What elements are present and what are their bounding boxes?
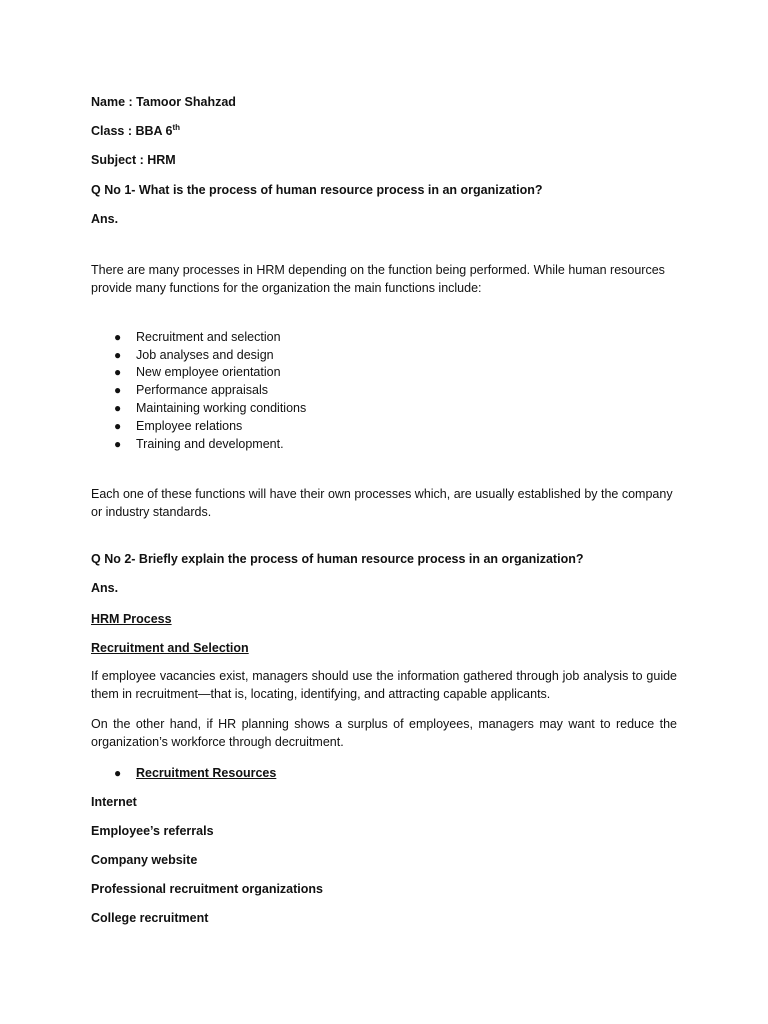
bullet-icon: ● [114, 401, 122, 415]
answer-1-closing: Each one of these functions will have their own processes which, are usually established by the company or industry standards. [91, 487, 673, 519]
paragraph-vacancies: If employee vacancies exist, managers should use the information gathered through job analysis to guide them in recruitment—that is, locating, identifying, and attracting capable applicants. [91, 669, 677, 701]
list-item-text: Recruitment and selection [136, 330, 281, 344]
bullet-icon: ● [114, 330, 122, 344]
answer-1-label: Ans. [91, 212, 119, 226]
resource-item: Internet [91, 795, 137, 809]
answer-2-label: Ans. [91, 581, 119, 595]
subject-line: Subject : HRM [91, 153, 176, 167]
student-class [91, 123, 180, 139]
heading-recruitment-selection: Recruitment and Selection [91, 641, 249, 655]
question-2: Q No 2- Briefly explain the process of human resource process in an organization? [91, 552, 584, 566]
resources-heading: Recruitment Resources [136, 766, 277, 780]
bullet-icon: ● [114, 437, 122, 451]
resource-item: Employee’s referrals [91, 824, 214, 838]
bullet-icon: ● [114, 365, 122, 379]
bullet-icon: ● [114, 766, 122, 780]
class-superscript: th [172, 123, 181, 132]
bullet-icon: ● [114, 383, 122, 397]
list-item-text: Training and development. [136, 437, 284, 451]
paragraph-surplus: On the other hand, if HR planning shows a surplus of employees, managers may want to reduce the organization’s workforce through decruitment. [91, 717, 677, 749]
heading-hrm-process: HRM Process [91, 612, 172, 626]
resource-item: Professional recruitment organizations [91, 882, 323, 896]
bullet-icon: ● [114, 419, 122, 433]
question-1: Q No 1- What is the process of human resource process in an organization? [91, 183, 543, 197]
resource-item: Company website [91, 853, 198, 867]
list-item-text: Performance appraisals [136, 383, 269, 397]
class-text: Class : BBA 6 [91, 124, 173, 138]
list-item-text: Job analyses and design [136, 348, 274, 362]
bullet-icon: ● [114, 348, 122, 362]
list-item-text: New employee orientation [136, 365, 281, 379]
list-item-text: Employee relations [136, 419, 243, 433]
answer-1-intro: There are many processes in HRM depending on the function being performed. While human resources provide many functions for the organization the main functions include: [91, 263, 665, 295]
student-name: Name : Tamoor Shahzad [91, 95, 236, 109]
resource-item: College recruitment [91, 911, 209, 925]
list-item-text: Maintaining working conditions [136, 401, 307, 415]
